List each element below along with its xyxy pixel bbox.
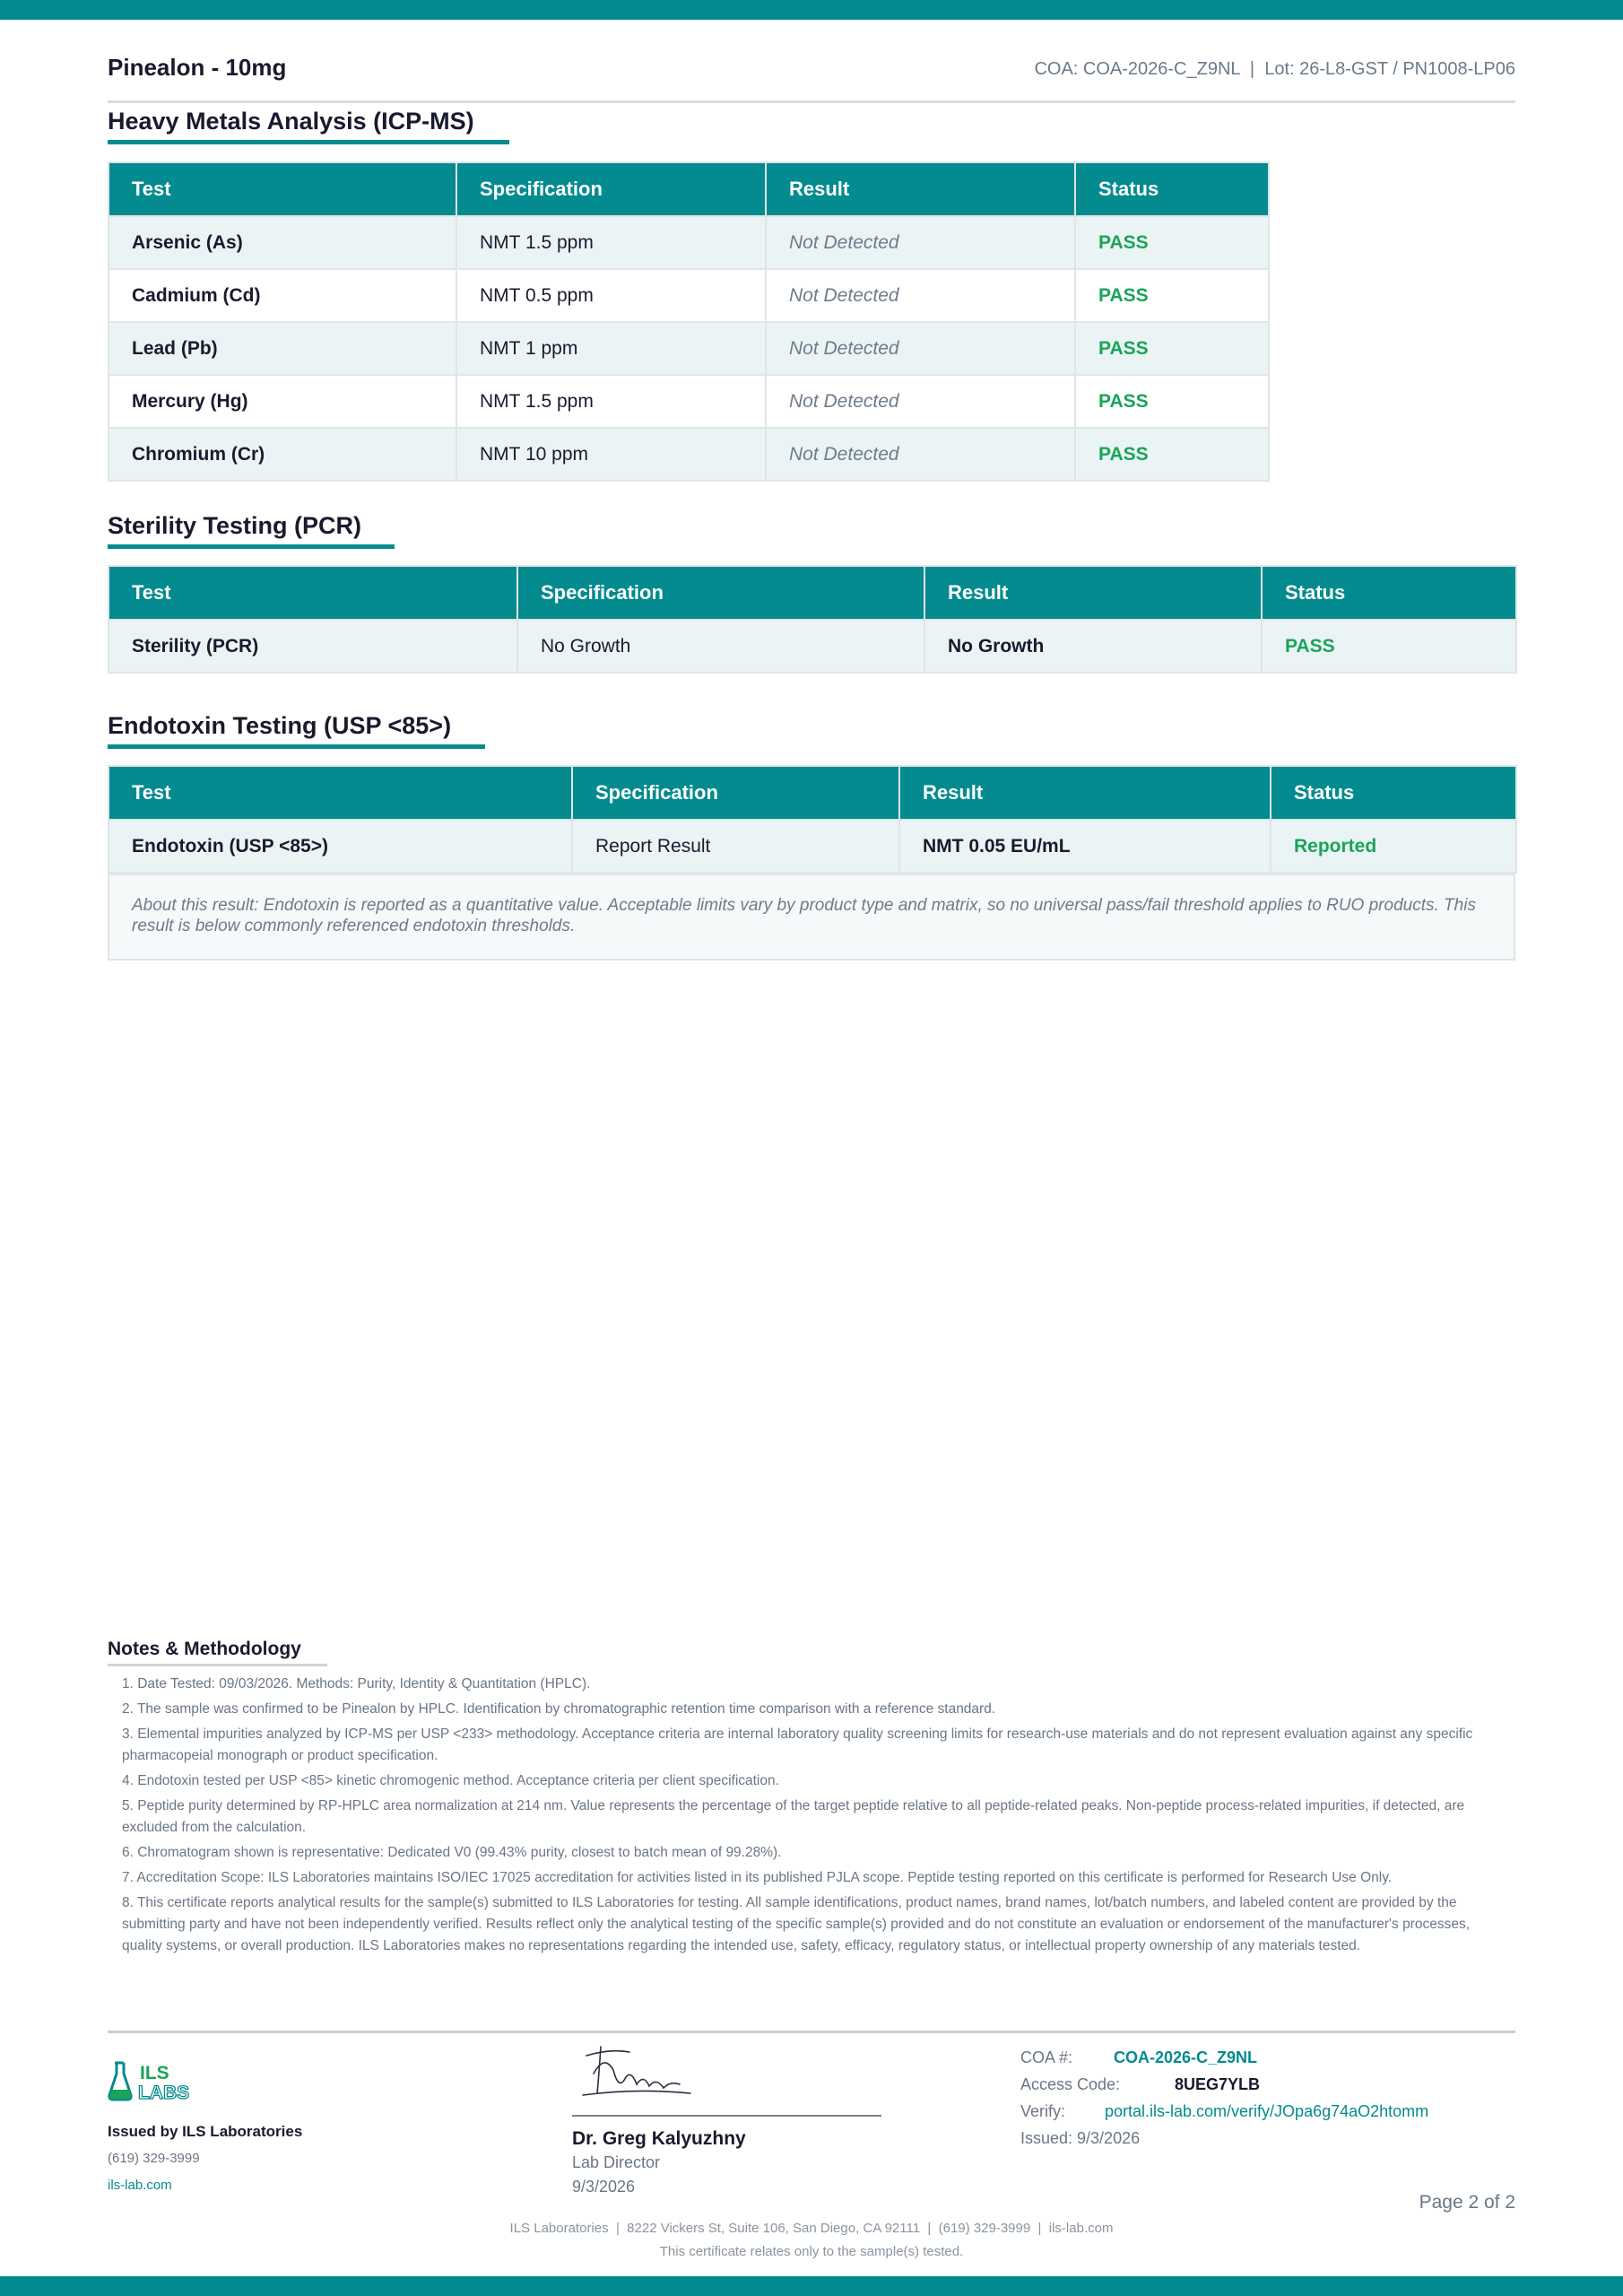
coa-lot-meta: COA: COA-2026-C_Z9NL | Lot: 26-L8-GST / PN1008-LP06 [1034,59,1515,79]
spec-cell: NMT 1.5 ppm [456,375,766,428]
result-cell: No Growth [924,620,1262,673]
result-cell: Not Detected [766,375,1075,428]
column-header: Result [924,566,1262,620]
table-row [108,620,1516,673]
coa-number-label: COA #: [1020,2048,1073,2066]
top-accent-bar [0,0,1623,20]
result-cell: Not Detected [766,269,1075,322]
column-header: Specification [517,566,924,620]
test-cell: Cadmium (Cd) [108,269,456,322]
issued-by: Issued by ILS Laboratories [108,2123,303,2140]
svg-text:ILS: ILS [140,2063,169,2083]
lab-phone: (619) 329-3999 [108,2151,200,2166]
table-row [108,216,1269,269]
notes-title: Notes & Methodology [108,1639,301,1659]
note-item: 3. Elemental impurities analyzed by ICP-MS per USP <233> methodology. Acceptance criteria are internal laboratory quality screening limits for research-use materials and do not represent evaluation against any specific pharmacopeial monograph or product specification. [122,1726,1473,1763]
column-header: Test [108,766,572,820]
verify-link[interactable]: portal.ils-lab.com/verify/JOpa6g74aO2htomm [1105,2102,1429,2120]
note-item: 8. This certificate reports analytical results for the sample(s) submitted to ILS Laboratories for testing. All sample identifications, product names, brand names, lot/batch numbers, and labeled content are provided by the submitting party and have not been independently verified. Results reflect only the analytical testing of the specific sample(s) provided and do not constitute an evaluation or endorsement of the manufacturer's processes, quality systems, or overall production. ILS Laboratories makes no representations regarding the intended use, safety, efficacy, regulatory status, or intellectual property ownership of any materials tested. [122,1895,1471,1953]
heavy-metals-title: Heavy Metals Analysis (ICP-MS) [108,108,474,135]
access-code-value: 8UEG7YLB [1175,2075,1261,2093]
endotoxin-table [108,765,1517,874]
endotoxin-title: Endotoxin Testing (USP <85>) [108,712,452,739]
spec-cell: NMT 1 ppm [456,322,766,375]
status-cell: PASS [1075,375,1269,428]
test-cell: Chromium (Cr) [108,428,456,481]
column-header: Test [108,566,517,620]
column-header: Result [766,162,1075,216]
bottom-accent-bar [0,2276,1623,2296]
notes-list [122,1674,1508,1961]
table-header-row [108,766,1516,820]
table-row [108,269,1269,322]
lab-address: ILS Laboratories | 8222 Vickers St, Suite 106, San Diego, CA 92111 | (619) 329-3999 | ils-lab.com [509,2221,1114,2236]
result-cell: Not Detected [766,428,1075,481]
note-item: 2. The sample was confirmed to be Pinealon by HPLC. Identification by chromatographic retention time comparison with a reference standard. [122,1701,996,1717]
spec-cell: NMT 0.5 ppm [456,269,766,322]
coa-number-value: COA-2026-C_Z9NL [1114,2048,1258,2066]
certificate-disclaimer: This certificate relates only to the sample(s) tested. [659,2244,964,2259]
signer-date: 9/3/2026 [572,2178,636,2196]
table-row [108,322,1269,375]
status-cell: Reported [1271,820,1516,873]
spec-cell: NMT 10 ppm [456,428,766,481]
status-cell: PASS [1075,322,1269,375]
signature-image [574,2038,699,2109]
sterility-title: Sterility Testing (PCR) [108,512,362,539]
issued-date: Issued: 9/3/2026 [1020,2129,1141,2147]
lab-website-link[interactable]: ils-lab.com [108,2178,172,2193]
sterility-table [108,565,1517,674]
status-cell: PASS [1075,428,1269,481]
verify-label: Verify: [1020,2102,1066,2120]
issued-date-row [1020,2129,1140,2148]
spec-cell: Report Result [572,820,899,873]
table-row [108,428,1269,481]
signer-role: Lab Director [572,2153,661,2171]
notes-underline [108,1664,327,1666]
test-cell: Endotoxin (USP <85>) [108,820,572,873]
column-header: Status [1075,162,1269,216]
coa-number-row [1020,2048,1258,2067]
column-header: Status [1262,566,1516,620]
table-row [108,820,1516,873]
column-header: Test [108,162,456,216]
result-cell: Not Detected [766,216,1075,269]
status-cell: PASS [1075,269,1269,322]
endotoxin-note: About this result: Endotoxin is reported as a quantitative value. Acceptable limits vary by product type and matrix, so no universal pass/fail threshold applies to RUO products. This result is below commonly referenced endotoxin thresholds. [108,874,1515,961]
signer-name: Dr. Greg Kalyuzhny [572,2128,746,2149]
column-header: Status [1271,766,1516,820]
status-cell: PASS [1262,620,1516,673]
page-header [108,52,1515,103]
column-header: Specification [572,766,899,820]
access-code-label: Access Code: [1020,2075,1121,2093]
table-header-row [108,162,1269,216]
endotoxin-underline [108,744,485,749]
spec-cell: No Growth [517,620,924,673]
test-cell: Lead (Pb) [108,322,456,375]
heavy-metals-underline [108,140,509,144]
note-item: 7. Accreditation Scope: ILS Laboratories maintains ISO/IEC 17025 accreditation for activities listed in its published PJLA scope. Peptide testing reported on this certificate is performed for Research Use Only. [122,1870,1393,1885]
result-cell: NMT 0.05 EU/mL [899,820,1271,873]
table-header-row [108,566,1516,620]
spec-cell: NMT 1.5 ppm [456,216,766,269]
ils-labs-logo [108,2059,206,2102]
test-cell: Sterility (PCR) [108,620,517,673]
note-item: 1. Date Tested: 09/03/2026. Methods: Purity, Identity & Quantitation (HPLC). [122,1676,591,1692]
note-item: 4. Endotoxin tested per USP <85> kinetic chromogenic method. Acceptance criteria per client specification. [122,1773,779,1788]
column-header: Specification [456,162,766,216]
table-row [108,375,1269,428]
heavy-metals-table [108,161,1270,482]
signature-line [572,2115,881,2117]
sterility-underline [108,544,395,549]
verify-row [1020,2102,1429,2121]
footer-divider [108,2031,1515,2033]
access-code-row [1020,2075,1261,2094]
column-header: Result [899,766,1271,820]
test-cell: Mercury (Hg) [108,375,456,428]
note-item: 6. Chromatogram shown is representative: Dedicated V0 (99.43% purity, closest to batch mean of 99.28%). [122,1845,782,1860]
test-cell: Arsenic (As) [108,216,456,269]
svg-text:LABS: LABS [138,2083,190,2102]
product-title: Pinealon - 10mg [108,54,287,81]
status-cell: PASS [1075,216,1269,269]
result-cell: Not Detected [766,322,1075,375]
page-number: Page 2 of 2 [1419,2192,1515,2213]
note-item: 5. Peptide purity determined by RP-HPLC area normalization at 214 nm. Value represents the percentage of the target peptide relative to all peptide-related peaks. Non-peptide process-related impurities, if detected, are excluded from the calculation. [122,1798,1465,1835]
